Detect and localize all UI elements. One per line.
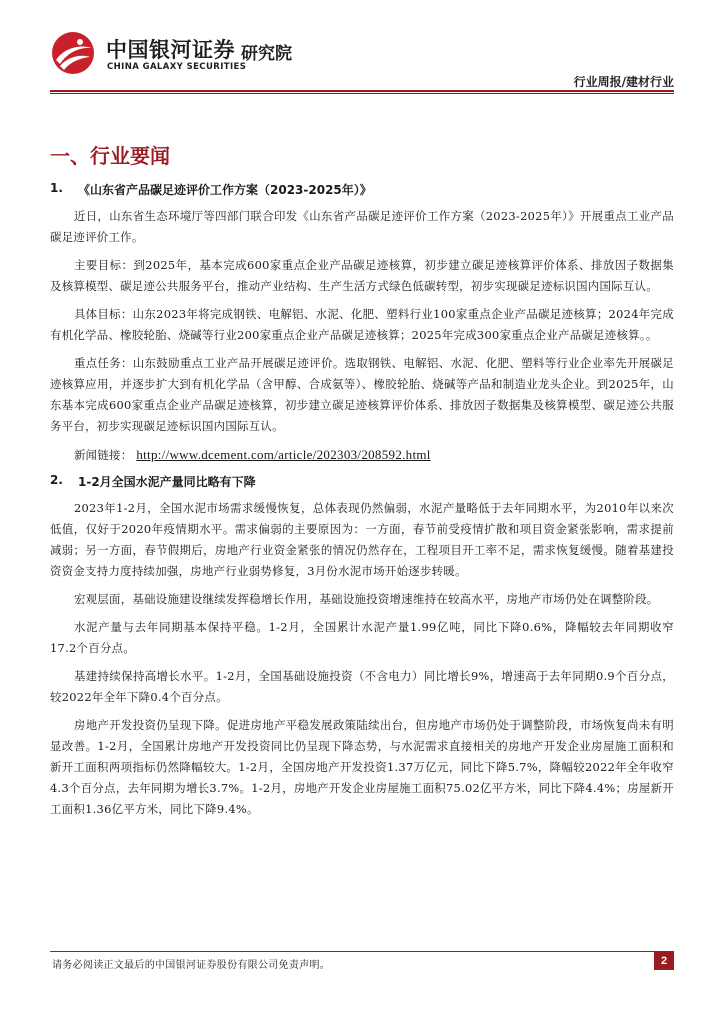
- brand-name-cn: 中国银河证券: [106, 38, 235, 62]
- paragraph: 具体目标：山东2023年将完成钢铁、电解铝、水泥、化肥、塑料行业100家重点企业产品碳足迹核算；2024年完成有机化学品、橡胶轮胎、烧碱等行业200家重点企业产品碳足迹核算；2025年完成300家重点企业产品碳足迹核算。。: [50, 307, 674, 342]
- disclaimer-text: 请务必阅读正文最后的中国银河证券股份有限公司免责声明。: [52, 960, 331, 971]
- news-item-title: [50, 473, 674, 490]
- news-item-number: 2.: [50, 473, 63, 487]
- header-divider-thin: [50, 93, 674, 94]
- page-number: 2: [654, 952, 674, 970]
- news-link[interactable]: http://www.dcement.com/article/202303/208592.html: [136, 447, 431, 462]
- galaxy-logo-icon: [50, 30, 96, 76]
- paragraph: 近日，山东省生态环境厅等四部门联合印发《山东省产品碳足迹评价工作方案（2023-2025年）》开展重点工业产品碳足迹评价工作。: [50, 209, 674, 244]
- main-content: [50, 140, 674, 827]
- paragraph: 主要目标：到2025年，基本完成600家重点企业产品碳足迹核算，初步建立碳足迹核算评价体系、排放因子数据集及核算模型、碳足迹公共服务平台，推动产业结构、生产生活方式绿色低碳转型，初步实现碳足迹标识国内国际互认。: [50, 258, 674, 293]
- news-link-label: 新闻链接：: [73, 448, 133, 462]
- news-link-line: [50, 444, 674, 466]
- news-item-title: [50, 181, 674, 198]
- news-item-heading: 《山东省产品碳足迹评价工作方案（2023-2025年）》: [78, 183, 372, 197]
- news-item-heading: 1-2月全国水泥产量同比略有下降: [78, 475, 256, 489]
- paragraph: 基建持续保持高增长水平。1-2月，全国基础设施投资（不含电力）同比增长9%，增速高于去年同期0.9个百分点，较2022年全年下降0.4个百分点。: [50, 669, 674, 704]
- brand-name-en: CHINA GALAXY SECURITIES: [107, 62, 247, 72]
- section-title: 一、行业要闻: [50, 144, 170, 168]
- header-divider: [50, 90, 674, 92]
- paragraph: 房地产开发投资仍呈现下降。促进房地产平稳发展政策陆续出台，但房地产市场仍处于调整阶段，市场恢复尚未有明显改善。1-2月，全国累计房地产开发投资同比仍呈现下降态势，与水泥需求直接相关的房地产开发企业房屋施工面积和新开工面积两项指标仍然降幅较大。1-2月，全国房地产开发投资1.37万亿元，同比下降5.7%，降幅较2022年全年收窄4.3个百分点，去年同期为增长3.7%。1-2月，房地产开发企业房屋施工面积75.02亿平方米，同比下降4.4%；房屋新开工面积1.36亿平方米，同比下降9.4%。: [50, 718, 674, 816]
- report-type-label: 行业周报/建材行业: [573, 75, 674, 89]
- footer-divider: [50, 951, 674, 952]
- news-item-number: 1.: [50, 181, 63, 195]
- paragraph: 重点任务：山东鼓励重点工业产品开展碳足迹评价。选取钢铁、电解铝、水泥、化肥、塑料等行业企业率先开展碳足迹核算应用，并逐步扩大到有机化学品（含甲醇、合成氨等）、橡胶轮胎、烧碱等产品和制造业龙头企业。到2025年，山东基本完成600家重点企业产品碳足迹核算，初步建立碳足迹核算评价体系、排放因子数据集及核算模型、碳足迹公共服务平台，初步实现碳足迹标识国内国际互认。: [50, 356, 674, 433]
- institute-label: 研究院: [241, 44, 292, 64]
- paragraph: 水泥产量与去年同期基本保持平稳。1-2月，全国累计水泥产量1.99亿吨，同比下降0.6%，降幅较去年同期收窄17.2个百分点。: [50, 620, 674, 655]
- paragraph: 宏观层面，基础设施建设继续发挥稳增长作用，基础设施投资增速维持在较高水平，房地产市场仍处在调整阶段。: [73, 592, 659, 606]
- paragraph: 2023年1-2月，全国水泥市场需求缓慢恢复，总体表现仍然偏弱，水泥产量略低于去年同期水平，为2010年以来次低值，仅好于2020年疫情期水平。需求偏弱的主要原因为：一方面，春节前受疫情扩散和项目资金紧张影响，需求提前减弱；另一方面，春节假期后，房地产行业资金紧张的情况仍然存在，工程项目开工率不足，需求恢复缓慢。随着基建投资资金支持力度持续加强，房地产行业弱势修复，3月份水泥市场开始逐步转暖。: [50, 501, 674, 578]
- page-header: [50, 26, 674, 94]
